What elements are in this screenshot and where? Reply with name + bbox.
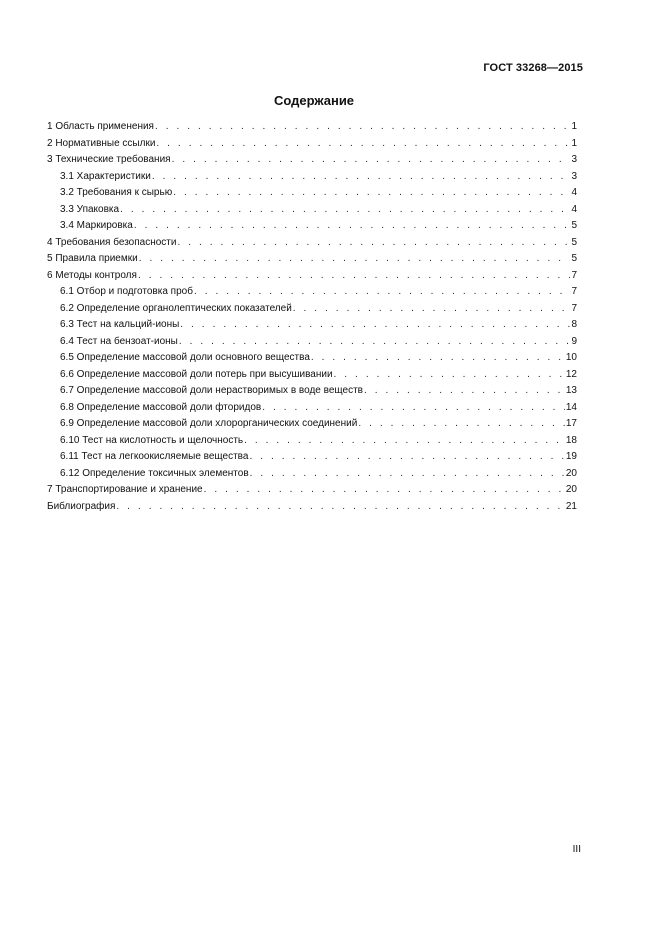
toc-dot-leader <box>173 185 570 202</box>
toc-entry-page: 1 <box>571 137 577 149</box>
toc-dot-leader <box>244 433 565 450</box>
toc-entry-label: 6.9 Определение массовой доли хлорорганических соединений <box>60 418 358 429</box>
toc-dot-leader <box>156 136 570 153</box>
toc-entry-page: 18 <box>565 434 577 446</box>
toc-dot-leader <box>293 301 571 318</box>
toc-entry-label: 5 Правила приемки <box>47 253 138 264</box>
toc-entry-page: 17 <box>565 418 577 429</box>
toc-entry-page: 5 <box>571 253 577 264</box>
toc-dot-leader <box>358 416 565 433</box>
toc-entry-label: 6.1 Отбор и подготовка проб <box>60 286 193 297</box>
toc-entry[interactable] <box>47 136 577 153</box>
toc-entry-page: 7 <box>571 286 577 297</box>
toc-entry-page: 5 <box>571 220 577 231</box>
toc-entry-page: 9 <box>571 335 577 347</box>
toc-dot-leader <box>311 350 565 367</box>
toc-entry-page: 20 <box>565 467 577 479</box>
toc-entry[interactable] <box>47 268 577 285</box>
toc-entry[interactable] <box>47 499 577 516</box>
toc-entry-label: 6.4 Тест на бензоат-ионы <box>60 335 178 347</box>
toc-entry-page: 3 <box>571 154 577 165</box>
toc-entry-label: 6.2 Определение органолептических показателей <box>60 302 292 314</box>
toc-entry-label: 7 Транспортирование и хранение <box>47 484 203 495</box>
toc-entry-page: 4 <box>571 187 577 198</box>
toc-dot-leader <box>134 218 571 235</box>
toc-entry-page: 10 <box>565 352 577 363</box>
toc-entry-label: 3.3 Упаковка <box>60 203 120 215</box>
toc-entry-page: 14 <box>565 401 577 413</box>
toc-entry-label: Библиография <box>47 500 116 512</box>
table-of-contents <box>47 119 577 515</box>
toc-entry[interactable] <box>47 284 577 301</box>
toc-entry[interactable] <box>47 449 577 466</box>
toc-dot-leader <box>177 235 570 252</box>
toc-entry[interactable] <box>47 383 577 400</box>
toc-entry-label: 3.1 Характеристики <box>60 170 151 182</box>
toc-entry[interactable] <box>47 400 577 417</box>
toc-entry[interactable] <box>47 301 577 318</box>
toc-dot-leader <box>250 466 565 483</box>
toc-dot-leader <box>249 449 564 466</box>
toc-entry-label: 3.2 Требования к сырью <box>60 187 173 198</box>
toc-dot-leader <box>116 499 564 516</box>
toc-entry[interactable] <box>47 185 577 202</box>
toc-entry-page: 20 <box>565 484 577 495</box>
toc-entry-page: 12 <box>565 368 577 380</box>
toc-entry-page: 7 <box>571 269 577 281</box>
toc-entry[interactable] <box>47 169 577 186</box>
toc-entry-label: 6.5 Определение массовой доли основного вещества <box>60 352 310 363</box>
toc-entry-page: 13 <box>565 385 577 396</box>
toc-entry[interactable] <box>47 482 577 499</box>
toc-entry-label: 2 Нормативные ссылки <box>47 137 156 149</box>
toc-entry-label: 6.6 Определение массовой доли потерь при высушивании <box>60 368 333 380</box>
toc-entry-page: 3 <box>571 170 577 182</box>
toc-entry-label: 6.3 Тест на кальций-ионы <box>60 319 180 330</box>
toc-entry-page: 8 <box>571 319 577 330</box>
toc-dot-leader <box>155 119 570 136</box>
toc-dot-leader <box>204 482 565 499</box>
toc-entry-label: 6.12 Определение токсичных элементов <box>60 467 249 479</box>
toc-entry[interactable] <box>47 433 577 450</box>
toc-dot-leader <box>334 367 565 384</box>
toc-entry-label: 6 Методы контроля <box>47 269 137 281</box>
toc-entry[interactable] <box>47 466 577 483</box>
toc-dot-leader <box>120 202 570 219</box>
toc-entry-page: 1 <box>571 121 577 132</box>
toc-entry-label: 3.4 Маркировка <box>60 220 133 231</box>
toc-entry-page: 7 <box>571 302 577 314</box>
toc-dot-leader <box>194 284 571 301</box>
toc-entry-label: 6.11 Тест на легкоокисляемые вещества <box>60 451 249 462</box>
toc-dot-leader <box>179 334 571 351</box>
toc-dot-leader <box>172 152 571 169</box>
toc-entry[interactable] <box>47 367 577 384</box>
toc-entry-label: 6.10 Тест на кислотность и щелочность <box>60 434 244 446</box>
toc-entry[interactable] <box>47 218 577 235</box>
toc-entry-label: 4 Требования безопасности <box>47 236 177 248</box>
toc-dot-leader <box>262 400 565 417</box>
toc-entry-page: 5 <box>571 236 577 248</box>
toc-entry-page: 21 <box>565 500 577 512</box>
document-code: ГОСТ 33268—2015 <box>483 62 583 74</box>
toc-entry[interactable] <box>47 152 577 169</box>
toc-dot-leader <box>138 268 571 285</box>
toc-entry[interactable] <box>47 334 577 351</box>
toc-dot-leader <box>180 317 570 334</box>
toc-entry-label: 6.8 Определение массовой доли фторидов <box>60 401 262 413</box>
toc-dot-leader <box>152 169 571 186</box>
toc-entry[interactable] <box>47 350 577 367</box>
toc-entry-page: 19 <box>565 451 577 462</box>
toc-entry-label: 6.7 Определение массовой доли нерастворимых в воде веществ <box>60 385 363 396</box>
toc-entry[interactable] <box>47 202 577 219</box>
toc-entry-label: 3 Технические требования <box>47 154 171 165</box>
toc-dot-leader <box>364 383 565 400</box>
toc-entry[interactable] <box>47 317 577 334</box>
toc-title: Содержание <box>273 93 355 108</box>
toc-entry[interactable] <box>47 416 577 433</box>
toc-dot-leader <box>139 251 571 268</box>
toc-entry-page: 4 <box>571 203 577 215</box>
toc-entry-label: 1 Область применения <box>47 121 154 132</box>
toc-entry[interactable] <box>47 251 577 268</box>
toc-entry[interactable] <box>47 235 577 252</box>
toc-entry[interactable] <box>47 119 577 136</box>
page-number: III <box>572 844 581 855</box>
